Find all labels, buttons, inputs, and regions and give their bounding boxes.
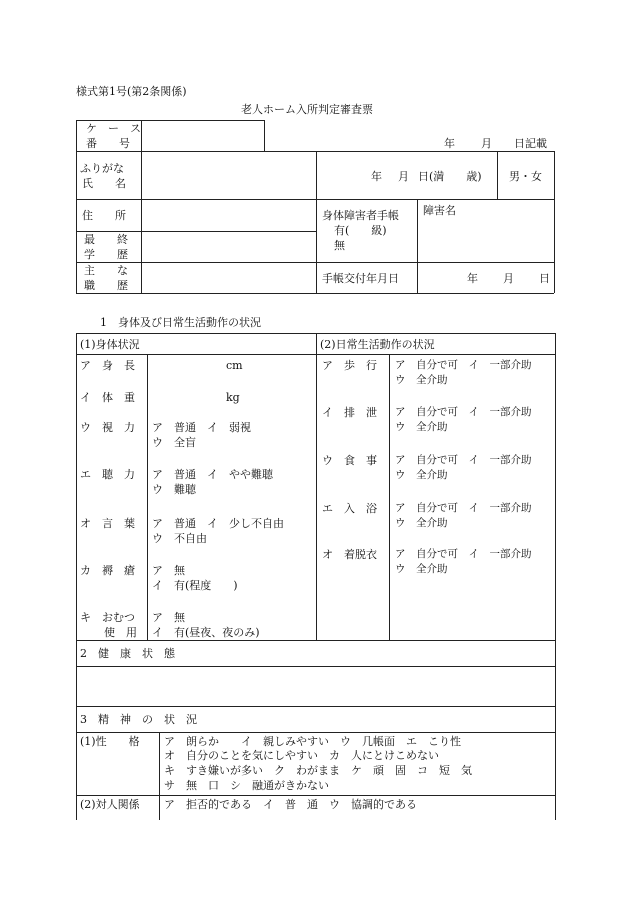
case-number-label-2: 番 号 (86, 137, 130, 150)
job-label-1: 主 な (84, 264, 128, 277)
education-label-1: 最 終 (84, 233, 128, 246)
bedsore-label: カ 褥 瘡 (80, 564, 135, 577)
issue-date-label: 手帳交付年月日 (322, 272, 399, 285)
personality-label: (1)性 格 (80, 735, 140, 748)
weight-label: イ 体 重 (80, 391, 135, 404)
body-condition-header: (1)身体状況 (80, 338, 140, 351)
dressing-label: オ 着脱衣 (322, 548, 377, 561)
diaper-label-1: キ おむつ (80, 611, 135, 624)
hearing-options-1: ア 普通 イ やや難聴 (152, 468, 273, 481)
eating-options-1: ア 自分で可 イ 一部介助 (395, 454, 532, 466)
walk-options-2: ウ 全介助 (395, 374, 448, 386)
eating-label: ウ 食 事 (322, 454, 377, 467)
dressing-options-2: ウ 全介助 (395, 563, 448, 575)
birth-year: 年 (371, 170, 382, 183)
vision-options-1: ア 普通 イ 弱視 (152, 421, 251, 434)
hearing-options-2: ウ 難聴 (152, 483, 196, 496)
section-1-title: 1 身体及び日常生活動作の状況 (100, 316, 261, 329)
birth-month: 月 (398, 170, 409, 183)
vision-label: ウ 視 力 (80, 421, 135, 434)
form-number: 様式第1号(第2条関係) (76, 85, 187, 98)
vision-options-2: ウ 全盲 (152, 436, 196, 449)
handbook-none: 無 (334, 239, 345, 252)
personality-options-3: キ すき嫌いが多い ク わがまま ケ 頑 固 コ 短 気 (164, 764, 472, 777)
walk-options-1: ア 自分で可 イ 一部介助 (395, 359, 532, 371)
case-number-label-1: ケ ー ス (86, 122, 141, 135)
disability-name-label: 障害名 (423, 204, 456, 217)
speech-options-2: ウ 不自由 (152, 532, 207, 545)
furigana-label: ふりがな (80, 162, 124, 175)
hearing-label: エ 聴 力 (80, 468, 135, 481)
record-year: 年 (444, 137, 455, 150)
dressing-options-1: ア 自分で可 イ 一部介助 (395, 548, 532, 560)
record-day: 日記載 (514, 137, 547, 150)
excretion-label: イ 排 泄 (322, 406, 377, 419)
handbook-grade: 有( 級) (334, 224, 387, 237)
relationship-label: (2)対人関係 (80, 798, 140, 811)
form-title: 老人ホーム入所判定審査票 (241, 103, 373, 116)
personality-options-2: オ 自分のことを気にしやすい カ 人にとけこめない (164, 749, 439, 762)
walk-label: ア 歩 行 (322, 359, 377, 372)
height-label: ア 身 長 (80, 359, 135, 372)
issue-year: 年 (467, 272, 478, 285)
bedsore-options-2: イ 有(程度 ) (152, 579, 238, 592)
issue-month: 月 (503, 272, 514, 285)
adl-header: (2)日常生活動作の状況 (320, 338, 435, 351)
bathing-options-1: ア 自分で可 イ 一部介助 (395, 502, 532, 514)
eating-options-2: ウ 全介助 (395, 469, 448, 481)
issue-day: 日 (539, 272, 550, 285)
birth-day-age: 日(満 歳) (418, 170, 482, 183)
excretion-options-2: ウ 全介助 (395, 421, 448, 433)
gender-field: 男・女 (509, 170, 542, 183)
personality-options-1: ア 朗らか イ 親しみやすい ウ 几帳面 エ こり性 (164, 735, 461, 748)
handbook-label: 身体障害者手帳 (322, 209, 399, 222)
speech-label: オ 言 葉 (80, 517, 135, 530)
section-2-title: 2 健 康 状 態 (80, 647, 175, 660)
address-label: 住 所 (82, 209, 126, 222)
excretion-options-1: ア 自分で可 イ 一部介助 (395, 406, 532, 418)
education-label-2: 学 歴 (84, 248, 128, 261)
relationship-options: ア 拒否的である イ 普 通 ウ 協調的である (164, 798, 417, 811)
bathing-label: エ 入 浴 (322, 502, 377, 515)
weight-unit: kg (226, 391, 240, 404)
bedsore-options-1: ア 無 (152, 564, 185, 577)
section-3-title: 3 精 神 の 状 況 (80, 713, 197, 726)
height-unit: cm (226, 359, 243, 372)
personality-options-4: サ 無 口 シ 融通がきかない (164, 779, 329, 792)
record-month: 月 (481, 137, 492, 150)
diaper-options-1: ア 無 (152, 611, 185, 624)
speech-options-1: ア 普通 イ 少し不自由 (152, 517, 284, 530)
name-label: 氏 名 (82, 177, 126, 190)
diaper-options-2: イ 有(昼夜、夜のみ) (152, 626, 260, 639)
job-label-2: 職 歴 (84, 279, 128, 292)
diaper-label-2: 使 用 (104, 626, 137, 639)
bathing-options-2: ウ 全介助 (395, 517, 448, 529)
